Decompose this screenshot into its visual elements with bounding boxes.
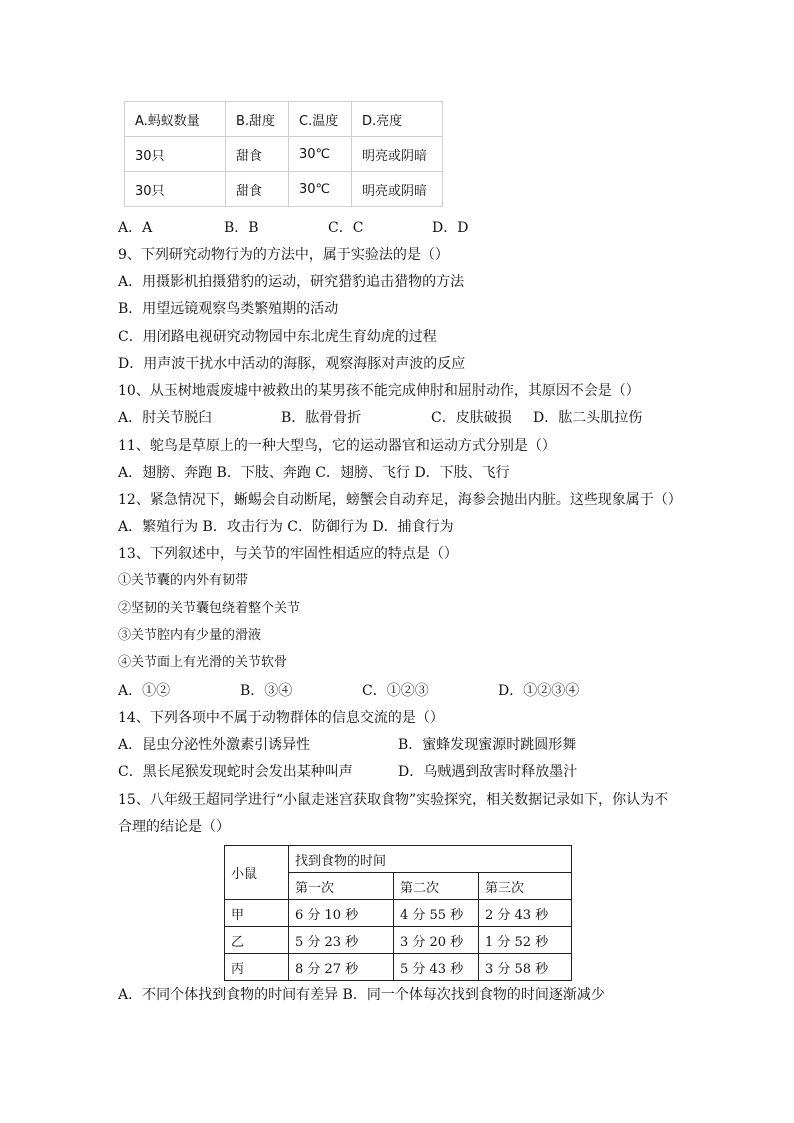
q9-stem: 9、下列研究动物行为的方法中，属于实验法的是（）	[118, 247, 449, 263]
ant-experiment-table	[124, 101, 443, 207]
table-cell: 6 分 10 秒	[289, 900, 394, 927]
option-c: C．①②③	[362, 683, 429, 699]
option-b: B．B	[224, 220, 259, 236]
option-b: B．③④	[240, 683, 293, 699]
q13-item-1: ①关节囊的内外有韧带	[118, 573, 249, 588]
table-cell: C.温度	[289, 102, 352, 137]
column-header-cell: 第三次	[479, 873, 572, 900]
q14-options-row-2	[118, 762, 577, 782]
table-cell: 5 分 23 秒	[289, 927, 394, 954]
option-d: D．①②③④	[498, 683, 580, 699]
table-cell: 3 分 58 秒	[479, 954, 572, 981]
mouse-maze-table	[224, 845, 572, 981]
table-cell: B.甜度	[226, 102, 289, 137]
group-header-cell: 找到食物的时间	[289, 846, 572, 873]
table-cell: 30℃	[289, 172, 352, 207]
table-cell: 明亮或阴暗	[352, 137, 443, 172]
table-header-row	[125, 102, 443, 137]
q13-stem: 13、下列叙述中，与关节的牢固性相适应的特点是（）	[118, 546, 458, 562]
q10-stem: 10、从玉树地震废墟中被救出的某男孩不能完成伸肘和屈肘动作，其原因不会是（）	[118, 383, 640, 399]
table-cell: 30℃	[289, 137, 352, 172]
table-cell: 4 分 55 秒	[394, 900, 479, 927]
q14-options-row-1	[118, 735, 576, 755]
table-row	[125, 137, 443, 172]
q9-option-c: C．用闭路电视研究动物园中东北虎生育幼虎的过程	[118, 329, 437, 345]
option-d: D．乌贼遇到敌害时释放墨汁	[398, 764, 578, 780]
table-cell: D.亮度	[352, 102, 443, 137]
option-c: C．皮肤破损	[431, 410, 512, 426]
option-a: A．昆虫分泌性外激素引诱异性	[118, 737, 311, 753]
q9-option-a: A．用摄影机拍摄猎豹的运动，研究猎豹追击猎物的方法	[118, 274, 465, 290]
table-cell: 甜食	[226, 172, 289, 207]
q11-stem: 11、鸵鸟是草原上的一种大型鸟，它的运动器官和运动方式分别是（）	[118, 438, 556, 454]
column-header-cell: 第二次	[394, 873, 479, 900]
option-a: A．①②	[118, 683, 171, 699]
table-cell: 明亮或阴暗	[352, 172, 443, 207]
option-c: C．C	[328, 220, 364, 236]
q12-options: A．繁殖行为 B．攻击行为 C．防御行为 D．捕食行为	[118, 519, 454, 535]
q10-options	[118, 408, 642, 428]
q13-options	[118, 681, 579, 701]
q13-item-4: ④关节面上有光滑的关节软骨	[118, 655, 288, 670]
table-cell: 甜食	[226, 137, 289, 172]
table-cell: A.蚂蚁数量	[125, 102, 226, 137]
row-header-cell: 小鼠	[225, 846, 289, 900]
table-row	[225, 954, 572, 981]
option-b: B．肱骨骨折	[281, 410, 362, 426]
q9-option-b: B．用望远镜观察鸟类繁殖期的活动	[118, 301, 339, 317]
table-cell: 30只	[125, 137, 226, 172]
q14-stem: 14、下列各项中不属于动物群体的信息交流的是（）	[118, 710, 444, 726]
option-a: A．肘关节脱臼	[118, 410, 213, 426]
table-row	[125, 172, 443, 207]
option-a: A．A	[118, 220, 153, 236]
table-cell: 乙	[225, 927, 289, 954]
table-cell: 8 分 27 秒	[289, 954, 394, 981]
table-row	[225, 927, 572, 954]
q11-options: A．翅膀、奔跑 B．下肢、奔跑 C．翅膀、飞行 D．下肢、飞行	[118, 465, 510, 481]
q12-stem: 12、紧急情况下，蜥蜴会自动断尾，螃蟹会自动弃足，海参会抛出内脏。这些现象属于（）	[118, 492, 682, 508]
table-cell: 丙	[225, 954, 289, 981]
table-cell: 3 分 20 秒	[394, 927, 479, 954]
option-d: D．肱二头肌拉伤	[533, 410, 643, 426]
option-d: D．D	[432, 220, 469, 236]
table-cell: 30只	[125, 172, 226, 207]
table-cell: 2 分 43 秒	[479, 900, 572, 927]
column-header-cell: 第一次	[289, 873, 394, 900]
option-b: B．蜜蜂发现蜜源时跳圆形舞	[398, 737, 577, 753]
q15-stem-line-1: 15、八年级王超同学进行“小鼠走迷宫获取食物”实验探究，相关数据记录如下，你认为不	[118, 792, 669, 808]
table-header-row	[225, 846, 572, 873]
q13-item-2: ②坚韧的关节囊包绕着整个关节	[118, 601, 301, 616]
table-cell: 1 分 52 秒	[479, 927, 572, 954]
table-cell: 甲	[225, 900, 289, 927]
q8-options	[118, 218, 468, 238]
q15-options: A．不同个体找到食物的时间有差异 B．同一个体每次找到食物的时间逐渐减少	[118, 987, 605, 1003]
q13-item-3: ③关节腔内有少量的滑液	[118, 628, 262, 643]
table-cell: 5 分 43 秒	[394, 954, 479, 981]
option-c: C．黑长尾猴发现蛇时会发出某种叫声	[118, 764, 353, 780]
table-row	[225, 900, 572, 927]
q15-stem-line-2: 合理的结论是（）	[118, 819, 230, 835]
q9-option-d: D．用声波干扰水中活动的海豚，观察海豚对声波的反应	[118, 356, 466, 372]
